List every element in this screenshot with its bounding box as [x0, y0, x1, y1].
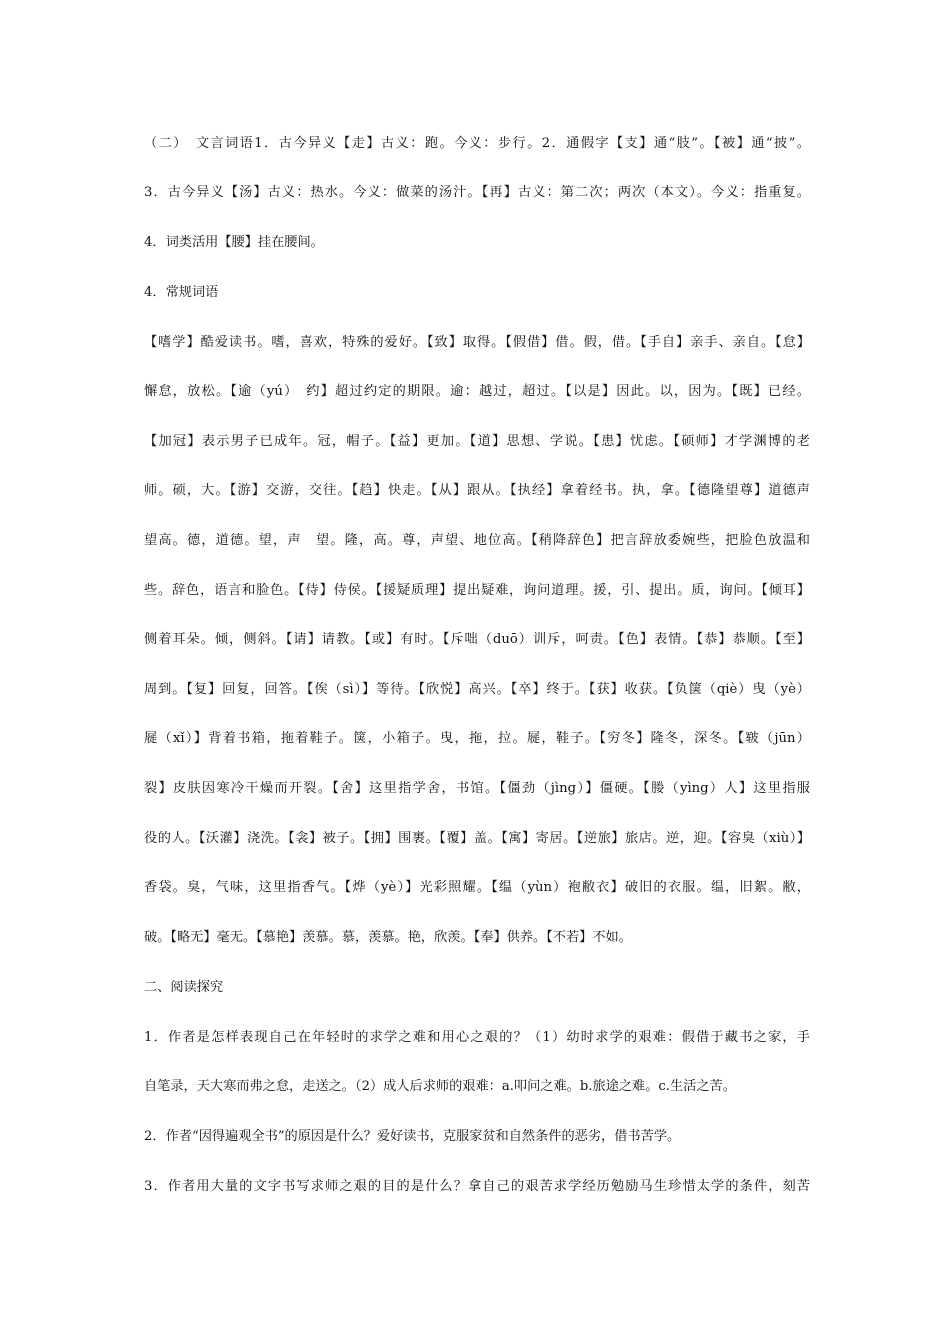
question-1-line-1: 1．作者是怎样表现自己在年轻时的求学之难和用心之艰的？（1）幼时求学的艰难：假借于藏书之家，手 — [144, 1030, 810, 1045]
text-line-7: 【加冠】表示男子已成年。冠，帽子。【益】更加。【道】思想、学说。【患】忧虑。【硕师】才学渊博的老 — [144, 434, 810, 449]
text-line-3: 4．词类活用【腰】挂在腰间。 — [144, 235, 324, 250]
text-line-12: 周到。【复】回复，回答。【俟（sì）】等待。【欣悦】高兴。【卒】终于。【获】收获。【负箧（qiè）曳（yè） — [144, 682, 810, 697]
text-line-9: 望高。德，道德。望，声 望。隆，高。尊，声望、地位高。【稍降辞色】把言辞放委婉些，把脸色放温和 — [144, 533, 810, 548]
text-line-2: 3．古今异义【汤】古义：热水。今义：做菜的汤汁。【再】古义：第二次；两次（本文）。今义：指重复。 — [144, 185, 810, 200]
section-heading-reading: 二、阅读探究 — [144, 980, 224, 995]
text-line-1: （二） 文言词语1．古今异义【走】古义：跑。今义：步行。2．通假字【支】通“肢”。【被】通“披”。 — [144, 136, 810, 151]
text-line-13: 屣（xǐ）】背着书箱，拖着鞋子。箧，小箱子。曳，拖，拉。屣，鞋子。【穷冬】隆冬，深冬。【皲（jūn） — [144, 731, 810, 746]
text-line-11: 侧着耳朵。倾，侧斜。【请】请教。【或】有时。【斥咄（duō）训斥，呵责。【色】表情。【恭】恭顺。【至】 — [144, 632, 810, 647]
text-line-15: 役的人。【沃灌】浇洗。【衾】被子。【拥】围裹。【覆】盖。【寓】寄居。【逆旅】旅店。逆，迎。【容臭（xiù）】 — [144, 831, 810, 846]
section-heading: 4．常规词语 — [144, 285, 219, 300]
text-line-17: 破。【略无】毫无。【慕艳】羡慕。慕，羡慕。艳，欣羡。【奉】供养。【不若】不如。 — [144, 930, 632, 945]
text-line-10: 些。辞色，语言和脸色。【侍】侍侯。【援疑质理】提出疑难，询问道理。援，引、提出。质，询问。【倾耳】 — [144, 583, 810, 598]
text-line-8: 师。硕，大。【游】交游，交往。【趋】快走。【从】跟从。【执经】拿着经书。执，拿。【德隆望尊】道德声 — [144, 483, 810, 498]
question-3-line-1: 3．作者用大量的文字书写求师之艰的目的是什么？拿自己的艰苦求学经历勉励马生珍惜太学的条件，刻苦 — [144, 1179, 810, 1194]
question-2: 2．作者“因得遍观全书”的原因是什么？爱好读书，克服家贫和自然条件的恶劣，借书苦学。 — [144, 1129, 681, 1144]
text-line-6: 懈怠，放松。【逾（yú） 约】超过约定的期限。逾：越过，超过。【以是】因此。以，因为。【既】已经。 — [144, 384, 810, 399]
text-line-16: 香袋。臭，气味，这里指香气。【烨（yè）】光彩照耀。【缊（yùn）袍敝衣】破旧的衣服。缊，旧絮。敝， — [144, 880, 810, 895]
question-1-line-2: 自笔录，天大寒而弗之怠，走送之。（2）成人后求师的艰难：a.叩问之难。b.旅途之难。c.生活之苦。 — [144, 1079, 736, 1094]
text-line-5: 【嗜学】酷爱读书。嗜，喜欢，特殊的爱好。【致】取得。【假借】借。假，借。【手自】亲手、亲自。【怠】 — [144, 335, 810, 350]
text-line-14: 裂】皮肤因寒冷干燥而开裂。【舍】这里指学舍，书馆。【僵劲（jìng）】僵硬。【媵（yìng）人】这里指服 — [144, 781, 810, 796]
